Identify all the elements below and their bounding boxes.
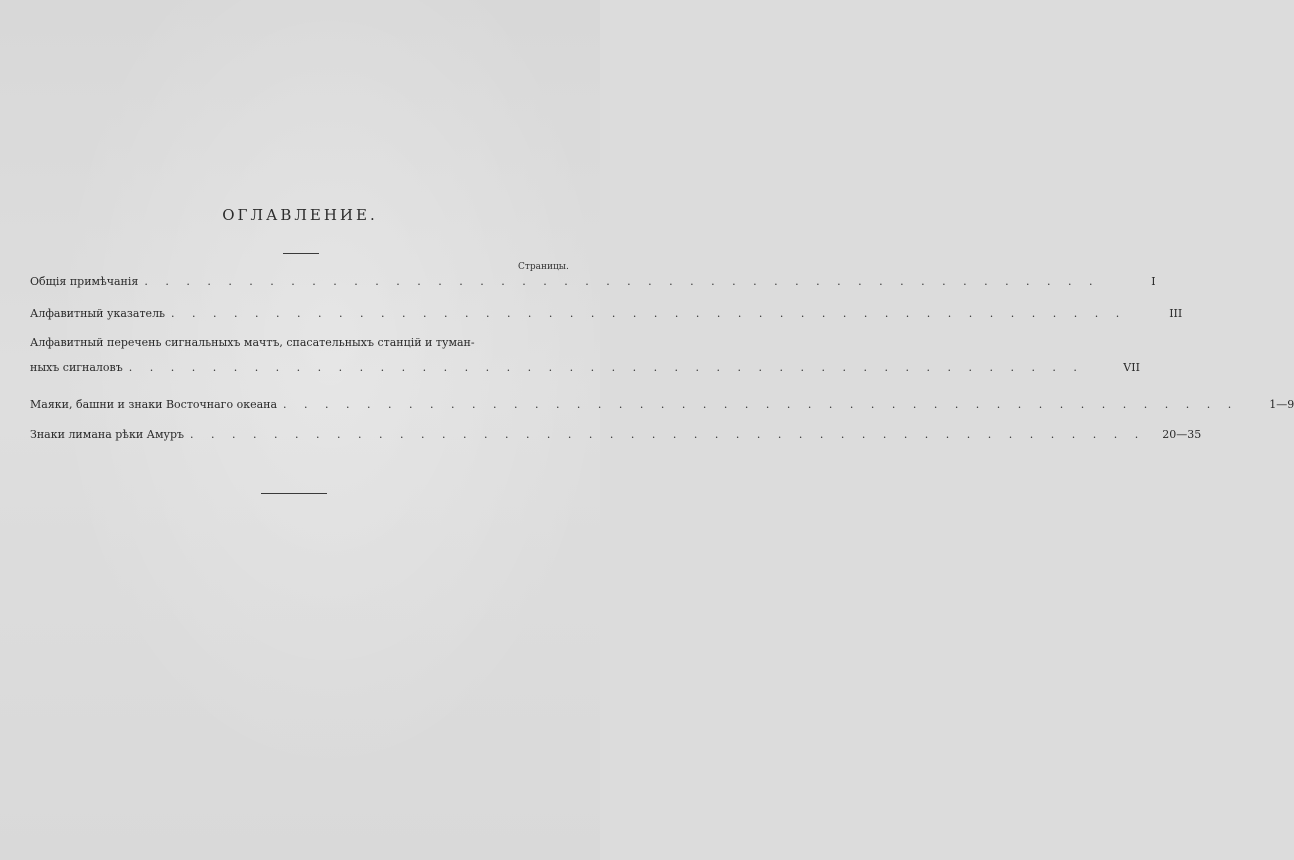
toc-entry-label: Общiя примѣчанiя bbox=[30, 275, 139, 288]
toc-entry-label: Алфавитный указатель bbox=[30, 307, 166, 320]
dot-leader: . . . . . . . . . . . . . . . . . . . . . . . . . . . . . . . . . . . . . . . . . . . . . . bbox=[190, 428, 1146, 441]
dot-leader: . . . . . . . . . . . . . . . . . . . . . . . . . . . . . . . . . . . . . . . . . . . . . . bbox=[128, 361, 1084, 374]
pages-column-header: Страницы. bbox=[518, 262, 569, 272]
toc-entry-page: I bbox=[1151, 275, 1156, 288]
toc-entry-label: Маяки, башни и знаки Восточнаго океана bbox=[30, 398, 278, 411]
toc-entry bbox=[30, 275, 1156, 289]
toc-entry-label: Знаки лимана рѣки Амуръ bbox=[30, 428, 185, 441]
toc-entry-page: VII bbox=[1123, 361, 1140, 374]
toc-entry-page: 1—9 bbox=[1269, 398, 1294, 411]
toc-entry bbox=[30, 428, 1202, 442]
page-title: ОГЛАВЛЕНИЕ. bbox=[222, 206, 378, 224]
dot-leader: . . . . . . . . . . . . . . . . . . . . . . . . . . . . . . . . . . . . . . . . . . . . . . bbox=[283, 398, 1239, 411]
toc-entry bbox=[30, 307, 1183, 321]
bottom-divider bbox=[261, 493, 327, 494]
dot-leader: . . . . . . . . . . . . . . . . . . . . . . . . . . . . . . . . . . . . . . . . . . . . . . bbox=[171, 307, 1127, 320]
toc-entry-page: 20—35 bbox=[1162, 428, 1202, 441]
title-divider bbox=[283, 253, 319, 254]
toc-entry bbox=[30, 336, 1140, 375]
toc-entry-label-line2: ныхъ сигналовъ bbox=[30, 361, 123, 374]
dot-leader: . . . . . . . . . . . . . . . . . . . . . . . . . . . . . . . . . . . . . . . . . . . . . . bbox=[144, 275, 1100, 288]
toc-entry-label-line1: Алфавитный перечень сигнальныхъ мачтъ, спасательныхъ станцiй и туман- bbox=[30, 336, 475, 349]
toc-entry bbox=[30, 398, 1294, 412]
toc-entry-page: III bbox=[1169, 307, 1183, 320]
